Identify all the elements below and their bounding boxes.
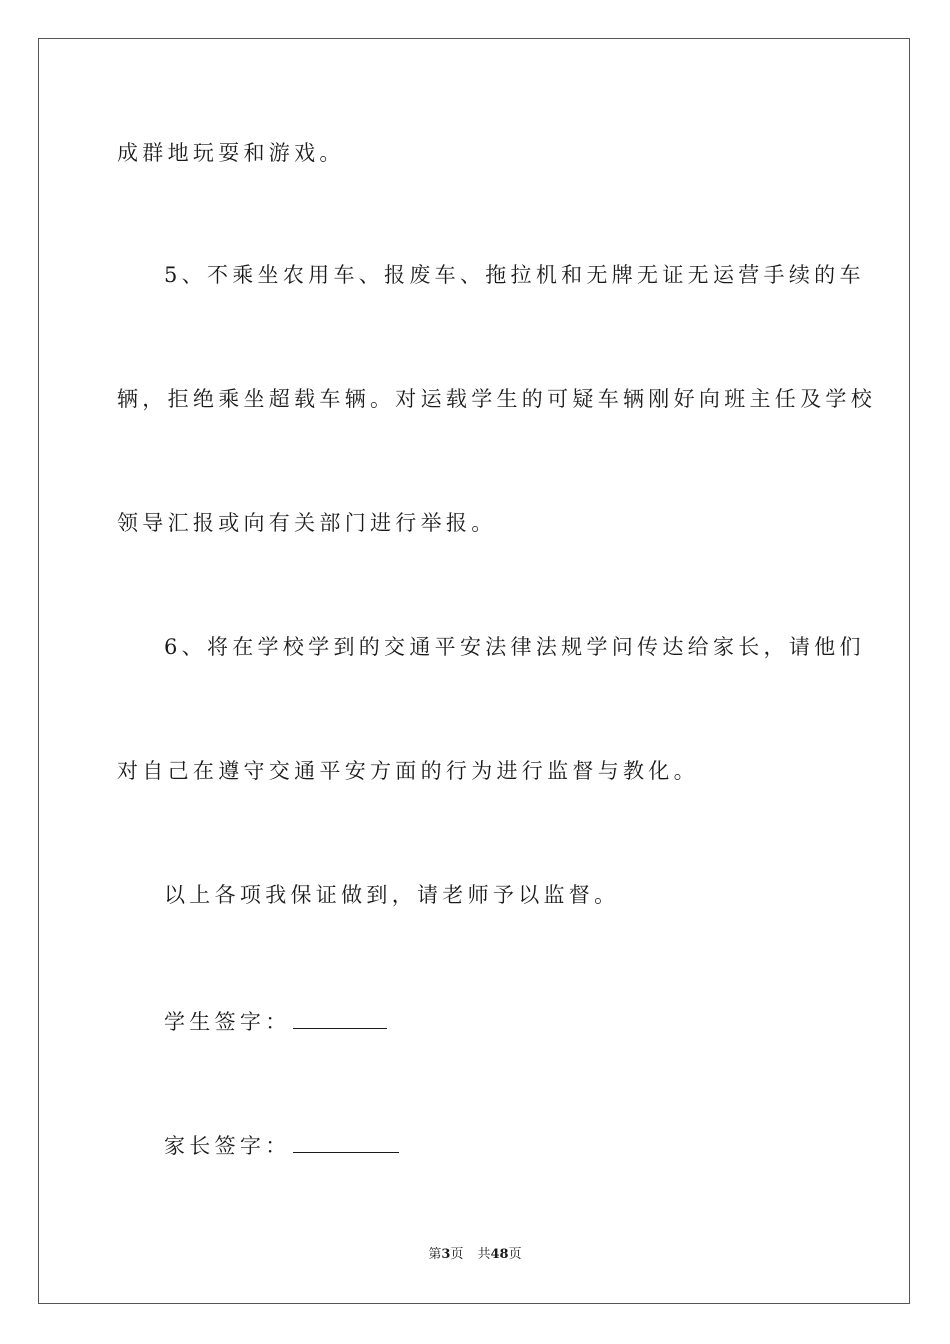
text-line-item-5: 5、不乘坐农用车、报废车、拖拉机和无牌无证无运营手续的车	[164, 263, 865, 287]
total-pages: 48	[490, 1247, 509, 1262]
text-line-4: 领导汇报或向有关部门进行举报。	[117, 511, 497, 535]
total-prefix: 共	[477, 1247, 491, 1262]
page-suffix: 页	[450, 1247, 464, 1262]
text-line-6: 对自己在遵守交通平安方面的行为进行监督与教化。	[117, 759, 699, 783]
parent-signature-row	[164, 1132, 399, 1160]
page-number: 3	[441, 1247, 451, 1262]
parent-signature-label: 家长签字：	[164, 1134, 291, 1158]
page-footer	[0, 1246, 950, 1264]
text-line-1: 成群地玩耍和游戏。	[117, 141, 345, 165]
page-prefix: 第	[428, 1247, 442, 1262]
text-line-3: 辆，拒绝乘坐超载车辆。对运载学生的可疑车辆刚好向班主任及学校	[117, 387, 876, 411]
parent-signature-field[interactable]	[293, 1134, 399, 1153]
student-signature-label: 学生签字：	[164, 1010, 291, 1034]
total-suffix: 页	[508, 1247, 522, 1262]
page-border	[38, 38, 910, 1304]
text-line-item-6: 6、将在学校学到的交通平安法律法规学问传达给家长，请他们	[164, 635, 865, 659]
text-line-pledge: 以上各项我保证做到，请老师予以监督。	[164, 883, 620, 907]
student-signature-row	[164, 1008, 387, 1036]
student-signature-field[interactable]	[293, 1010, 387, 1029]
